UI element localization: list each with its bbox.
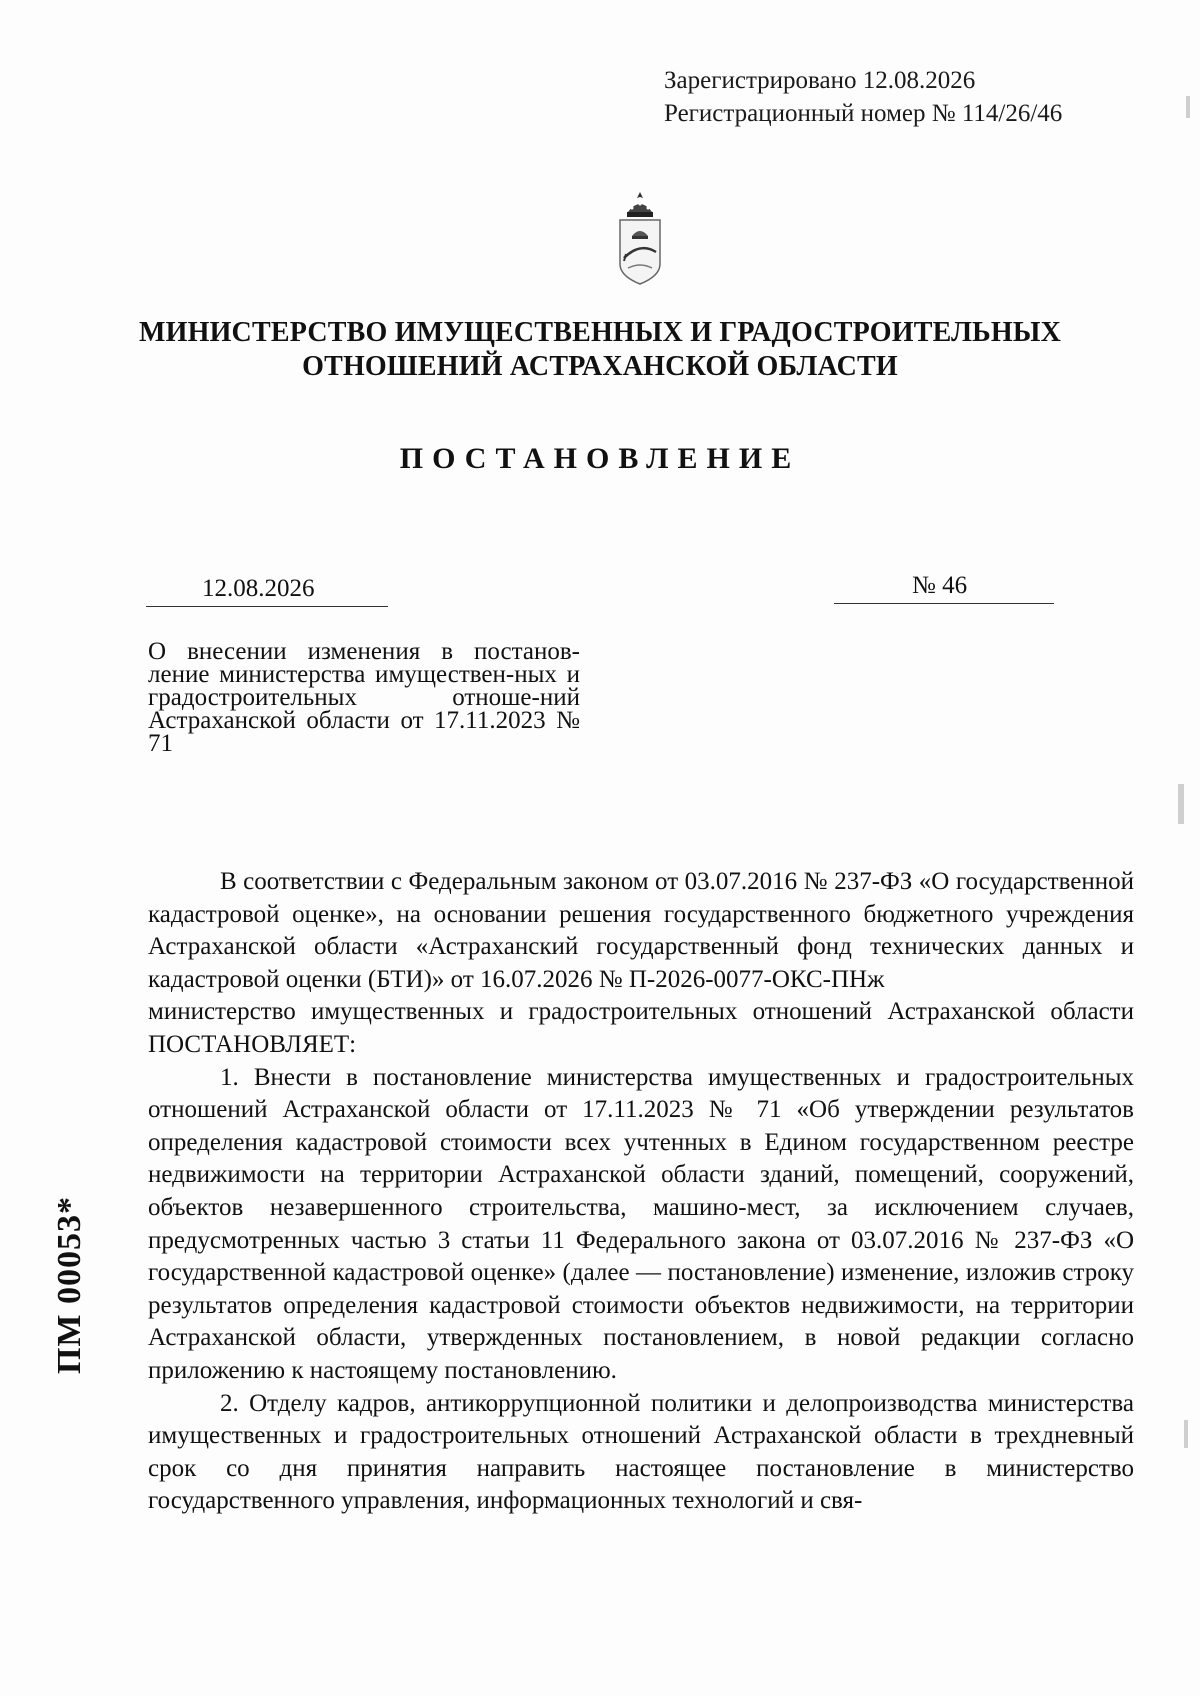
body-preamble: В соответствии с Федеральным законом от 03.07.2016 № 237-ФЗ «О государственной кадастровой оценке», на основании решения государственного бюджетного учреждения Астраханской области «Астраханский государственный фонд технических данных и кадастровой оценки (БТИ)» от 16.07.2026 № П-2026-0077-ОКС-ПНж bbox=[148, 868, 1134, 993]
astrakhan-coat-of-arms-icon bbox=[610, 188, 670, 288]
body-resolves: министерство имущественных и градостроительных отношений Астраханской области ПОСТАНОВЛЯЕТ: bbox=[148, 998, 1134, 1058]
scan-artifact bbox=[1178, 784, 1184, 824]
side-stamp-text: ПМ 00053* bbox=[51, 1195, 88, 1375]
side-stamp bbox=[40, 1170, 100, 1400]
document-subject: О внесении изменения в постанов-ление министерства имуществен-ных и градостроительных отноше-ний Астраханской области от 17.11.2023 № 71 bbox=[148, 638, 580, 757]
ministry-name-line1: МИНИСТЕРСТВО ИМУЩЕСТВЕННЫХ И ГРАДОСТРОИТЕЛЬНЫХ bbox=[138, 317, 1061, 348]
ministry-name-line2: ОТНОШЕНИЙ АСТРАХАНСКОЙ ОБЛАСТИ bbox=[302, 351, 898, 382]
body-item-2: 2. Отделу кадров, антикоррупционной политики и делопроизводства министерства имущественных и градостроительных отношений Астраханской области в трехдневный срок со дня принятия направить настоящее постановление в министерство государственного управления, информационных технологий и свя- bbox=[148, 1389, 1134, 1515]
document-type-title: ПОСТАНОВЛЕНИЕ bbox=[399, 442, 801, 475]
scan-artifact bbox=[1184, 1420, 1188, 1448]
registration-date: Зарегистрировано 12.08.2026 bbox=[664, 67, 976, 94]
ministry-name bbox=[0, 316, 1200, 384]
document-number: № 46 bbox=[834, 569, 1054, 604]
scan-artifact bbox=[1186, 96, 1190, 118]
document-body bbox=[148, 866, 1134, 1518]
body-item-1: 1. Внести в постановление министерства имущественных и градостроительных отношений Астраханской области от 17.11.2023 № 71 «Об утверждении результатов определения кадастровой стоимости всех учтенных в Едином государственном реестре недвижимости на территории Астраханской области зданий, помещений, сооружений, объектов незавершенного строительства, машино-мест, за исключением случаев, предусмотренных частью 3 статьи 11 Федерального закона от 03.07.2016 № 237-ФЗ «О государственной кадастровой оценке» (далее — постановление) изменение, изложив строку результатов определения кадастровой стоимости объектов недвижимости, на территории Астраханской области, утвержденных постановлением, в новой редакции согласно приложению к настоящему постановлению. bbox=[148, 1063, 1134, 1384]
registration-number: Регистрационный номер № 114/26/46 bbox=[664, 100, 1063, 127]
registration-block bbox=[664, 64, 1062, 130]
document-date: 12.08.2026 bbox=[146, 572, 388, 607]
